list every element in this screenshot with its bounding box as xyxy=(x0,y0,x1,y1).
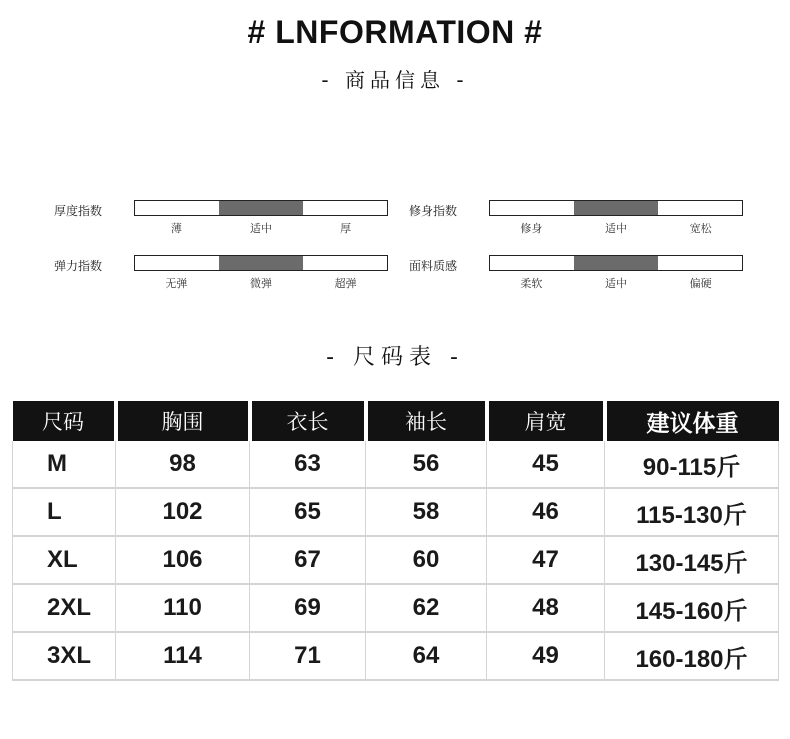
index-label: 厚度指数 xyxy=(54,204,103,218)
table-cell: 49 xyxy=(487,632,605,680)
table-cell: 3XL xyxy=(13,632,116,680)
table-cell: 115-130斤 xyxy=(605,488,779,536)
table-cell: 67 xyxy=(250,536,366,584)
table-cell: 130-145斤 xyxy=(605,536,779,584)
bar-segment-active xyxy=(219,201,303,215)
table-cell: 160-180斤 xyxy=(605,632,779,680)
index-ticks xyxy=(134,220,388,236)
table-row xyxy=(13,584,779,632)
column-header: 胸围 xyxy=(116,401,250,441)
index-label: 修身指数 xyxy=(409,204,458,218)
tick-label: 无弹 xyxy=(165,277,188,290)
index-ticks xyxy=(489,275,743,291)
tick-label: 宽松 xyxy=(689,222,712,235)
bar-segment xyxy=(658,201,742,215)
table-cell: 56 xyxy=(366,441,487,488)
table-cell: 98 xyxy=(116,441,250,488)
table-row xyxy=(13,536,779,584)
page-subtitle: - 商品信息 - xyxy=(321,68,469,92)
tick-label: 微弹 xyxy=(250,277,272,290)
tick-label: 适中 xyxy=(605,222,627,235)
table-cell: 145-160斤 xyxy=(605,584,779,632)
tick-label: 薄 xyxy=(170,222,182,235)
table-cell: 90-115斤 xyxy=(605,441,779,488)
column-header: 袖长 xyxy=(366,401,487,441)
column-header: 衣长 xyxy=(250,401,366,441)
column-header: 肩宽 xyxy=(487,401,605,441)
page-title: # LNFORMATION # xyxy=(247,14,543,50)
table-cell: 45 xyxy=(487,441,605,488)
column-header: 建议体重 xyxy=(605,401,779,441)
column-header: 尺码 xyxy=(13,401,116,441)
tick-label: 超弹 xyxy=(334,277,357,290)
index-elasticity xyxy=(54,255,394,303)
table-cell: 64 xyxy=(366,632,487,680)
table-row xyxy=(13,488,779,536)
bar-segment xyxy=(303,256,387,270)
bar-segment xyxy=(490,201,574,215)
table-row xyxy=(13,441,779,488)
table-cell: 60 xyxy=(366,536,487,584)
tick-label: 偏硬 xyxy=(689,277,712,290)
index-bar xyxy=(134,200,388,216)
bar-segment xyxy=(490,256,574,270)
table-cell: M xyxy=(13,441,116,488)
table-cell: 2XL xyxy=(13,584,116,632)
table-cell: 65 xyxy=(250,488,366,536)
table-cell: 48 xyxy=(487,584,605,632)
index-label: 弹力指数 xyxy=(54,259,103,273)
table-cell: 102 xyxy=(116,488,250,536)
table-row xyxy=(13,632,779,680)
bar-segment-active xyxy=(219,256,303,270)
bar-segment-active xyxy=(574,201,658,215)
tick-label: 适中 xyxy=(250,222,272,235)
index-thickness xyxy=(54,200,394,248)
table-cell: 106 xyxy=(116,536,250,584)
table-cell: 62 xyxy=(366,584,487,632)
table-cell: 69 xyxy=(250,584,366,632)
table-cell: 58 xyxy=(366,488,487,536)
bar-segment xyxy=(135,201,219,215)
index-bar xyxy=(134,255,388,271)
bar-segment xyxy=(135,256,219,270)
table-header-row xyxy=(13,401,779,441)
table-cell: 46 xyxy=(487,488,605,536)
index-bar xyxy=(489,255,743,271)
table-cell: 114 xyxy=(116,632,250,680)
tick-label: 柔软 xyxy=(520,277,543,290)
table-cell: 63 xyxy=(250,441,366,488)
table-cell: L xyxy=(13,488,116,536)
bar-segment xyxy=(658,256,742,270)
index-texture xyxy=(409,255,749,303)
index-ticks xyxy=(134,275,388,291)
tick-label: 适中 xyxy=(605,277,627,290)
table-cell: XL xyxy=(13,536,116,584)
size-table xyxy=(12,401,779,681)
table-cell: 47 xyxy=(487,536,605,584)
bar-segment xyxy=(303,201,387,215)
table-cell: 110 xyxy=(116,584,250,632)
table-cell: 71 xyxy=(250,632,366,680)
index-ticks xyxy=(489,220,743,236)
bar-segment-active xyxy=(574,256,658,270)
index-label: 面料质感 xyxy=(409,259,458,273)
tick-label: 厚 xyxy=(340,222,352,235)
size-chart-title: - 尺码表 - xyxy=(326,345,464,370)
index-bar xyxy=(489,200,743,216)
index-fit xyxy=(409,200,749,248)
tick-label: 修身 xyxy=(520,222,543,235)
